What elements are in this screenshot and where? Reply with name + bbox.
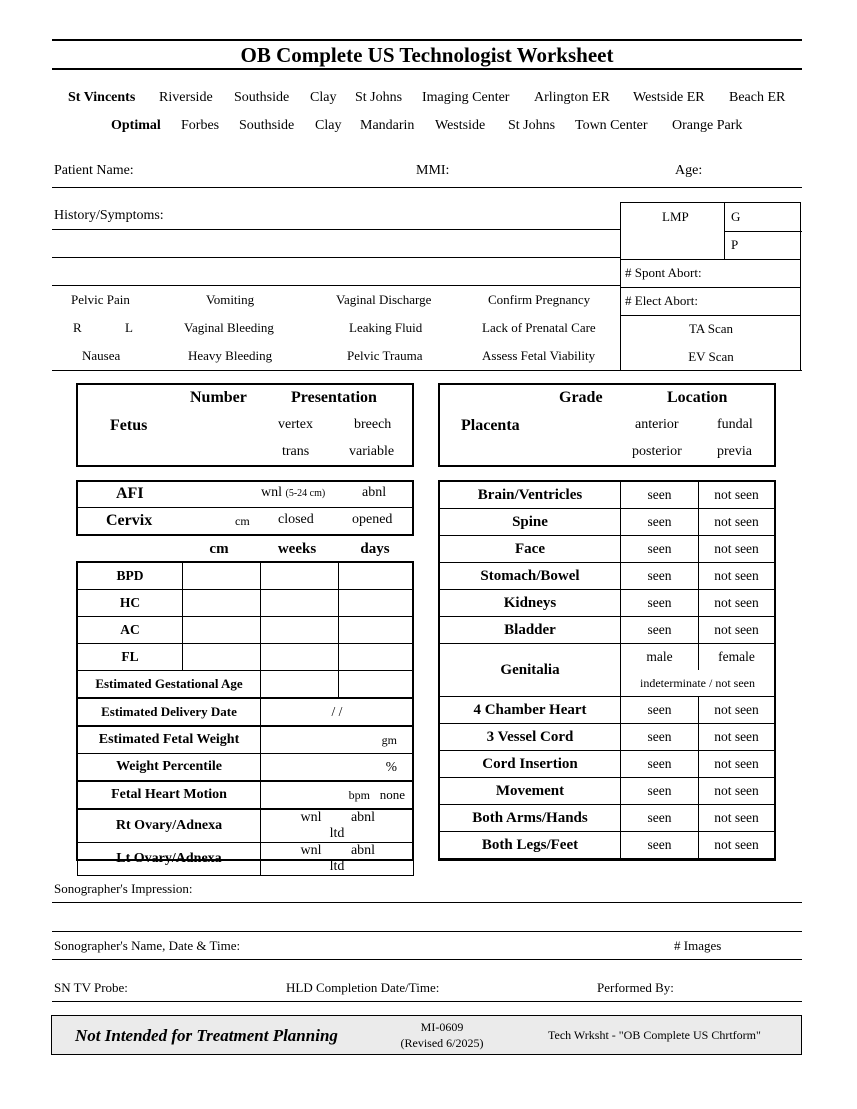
ega-label: Estimated Gestational Age <box>78 671 261 699</box>
genitalia-label: Genitalia <box>440 644 621 697</box>
not-seen-option[interactable]: not seen <box>699 697 775 724</box>
ega-days-cell[interactable] <box>339 671 414 699</box>
table-row <box>78 617 414 644</box>
placenta-option[interactable]: posterior <box>632 444 682 459</box>
page-title: OB Complete US Technologist Worksheet <box>240 43 614 67</box>
afi-wnl-text: wnl <box>261 485 282 500</box>
adnexa-option[interactable]: wnl <box>300 810 322 825</box>
adnexa-option[interactable]: abnl <box>350 810 376 825</box>
days-cell[interactable] <box>339 590 414 617</box>
afi-cervix-box <box>76 480 414 536</box>
row-label: FL <box>78 644 183 671</box>
days-cell[interactable] <box>339 644 414 671</box>
seen-option[interactable]: seen <box>621 536 699 563</box>
anatomy-label: Brain/Ventricles <box>440 482 621 509</box>
adnexa-option[interactable]: wnl <box>300 843 322 858</box>
anatomy-label: Both Legs/Feet <box>440 832 621 859</box>
fhm-none-option[interactable]: none <box>379 787 405 802</box>
ta-scan-option[interactable]: TA Scan <box>688 321 734 336</box>
symptom-option[interactable]: Confirm Pregnancy <box>488 292 591 307</box>
not-seen-option[interactable]: not seen <box>699 590 775 617</box>
location-header: Location <box>667 389 728 406</box>
placenta-option[interactable]: anterior <box>635 417 679 432</box>
tv-probe-label: SN TV Probe: <box>54 980 128 995</box>
performed-by-label: Performed By: <box>597 980 674 995</box>
not-seen-option[interactable]: not seen <box>699 805 775 832</box>
presentation-option[interactable]: variable <box>349 444 395 459</box>
table-row <box>440 617 775 644</box>
table-row <box>440 778 775 805</box>
placenta-option[interactable]: previa <box>717 444 752 459</box>
location-option[interactable]: Clay <box>310 90 337 105</box>
efw-label: Estimated Fetal Weight <box>78 726 261 754</box>
patient-rule <box>52 187 802 188</box>
indeterminate-option[interactable]: indeterminate / not seen <box>621 670 775 697</box>
edd-cell[interactable]: / / <box>261 698 414 726</box>
days-cell[interactable] <box>339 563 414 590</box>
afi-label: AFI <box>116 485 144 502</box>
wp-cell[interactable] <box>261 754 414 782</box>
weeks-cell[interactable] <box>261 644 339 671</box>
title-bottom-rule <box>52 68 802 70</box>
tech-worksheet-id: Tech Wrksht - "OB Complete US Chrtform" <box>548 1028 761 1042</box>
impression-line[interactable] <box>52 931 802 932</box>
rt-adnexa-label: Rt Ovary/Adnexa <box>78 809 261 843</box>
symptom-option[interactable]: Pelvic Pain <box>71 292 130 307</box>
footer-banner <box>51 1015 802 1055</box>
seen-option[interactable]: seen <box>621 590 699 617</box>
presentation-option[interactable]: vertex <box>278 417 313 432</box>
cm-header: cm <box>209 541 229 557</box>
table-row <box>78 563 414 590</box>
box-rule <box>621 287 801 288</box>
hld-label: HLD Completion Date/Time: <box>286 980 440 995</box>
days-header: days <box>360 541 390 557</box>
row-label: HC <box>78 590 183 617</box>
location-option[interactable]: Orange Park <box>672 118 743 133</box>
form-number: MI-0609 <box>420 1020 464 1034</box>
seen-option[interactable]: seen <box>621 778 699 805</box>
seen-option[interactable]: seen <box>621 482 699 509</box>
table-row <box>440 644 775 671</box>
seen-option[interactable]: seen <box>621 724 699 751</box>
anatomy-label: Stomach/Bowel <box>440 563 621 590</box>
history-bottom-line <box>52 370 802 371</box>
adnexa-option[interactable]: ltd <box>329 859 345 874</box>
weeks-cell[interactable] <box>261 617 339 644</box>
symptom-option[interactable]: Vaginal Bleeding <box>184 320 274 335</box>
anatomy-label: Cord Insertion <box>440 751 621 778</box>
location-option[interactable]: Westside ER <box>633 90 705 105</box>
fhm-unit: bpm <box>348 788 370 802</box>
anatomy-label: Movement <box>440 778 621 805</box>
number-header: Number <box>190 389 247 406</box>
seen-option[interactable]: seen <box>621 509 699 536</box>
symptom-option[interactable]: Assess Fetal Viability <box>482 348 596 363</box>
anatomy-label: Bladder <box>440 617 621 644</box>
afi-abnl-option[interactable]: abnl <box>362 485 387 500</box>
seen-option[interactable]: seen <box>621 617 699 644</box>
grade-header: Grade <box>559 389 603 406</box>
location-option[interactable]: Beach ER <box>729 90 786 105</box>
gravida-label: G <box>731 209 741 224</box>
box-rule <box>724 203 725 259</box>
symptom-option[interactable]: R <box>73 320 82 335</box>
history-line[interactable] <box>52 229 620 230</box>
probe-line[interactable] <box>52 1001 802 1002</box>
location-option[interactable]: Mandarin <box>360 118 415 133</box>
row-label: BPD <box>78 563 183 590</box>
images-label: # Images <box>674 938 722 953</box>
location-option[interactable]: Town Center <box>575 118 648 133</box>
table-row <box>440 590 775 617</box>
presentation-option[interactable]: trans <box>282 444 310 459</box>
anatomy-label: 4 Chamber Heart <box>440 697 621 724</box>
symptom-option[interactable]: Leaking Fluid <box>349 320 423 335</box>
location-option[interactable]: St Johns <box>508 118 556 133</box>
history-line[interactable] <box>52 257 620 258</box>
biometry-table <box>77 562 414 876</box>
female-option[interactable]: female <box>699 644 775 671</box>
seen-option[interactable]: seen <box>621 751 699 778</box>
location-option[interactable]: Southside <box>239 118 295 133</box>
fetus-box <box>76 383 414 467</box>
cm-cell[interactable] <box>183 644 261 671</box>
anatomy-label: Spine <box>440 509 621 536</box>
adnexa-option[interactable]: ltd <box>329 826 345 841</box>
location-option[interactable]: Forbes <box>181 118 220 133</box>
cervix-opened-option[interactable]: opened <box>352 512 393 527</box>
anatomy-label: Kidneys <box>440 590 621 617</box>
location-option[interactable]: Imaging Center <box>422 90 510 105</box>
lt-adnexa-cell <box>261 843 414 876</box>
fetus-label: Fetus <box>110 417 148 434</box>
symptom-option[interactable]: Vomiting <box>206 292 255 307</box>
not-seen-option[interactable]: not seen <box>699 563 775 590</box>
table-row <box>78 671 414 699</box>
anatomy-label: Both Arms/Hands <box>440 805 621 832</box>
edd-label: Estimated Delivery Date <box>78 698 261 726</box>
placenta-box <box>438 383 776 467</box>
location-option[interactable]: Riverside <box>159 90 213 105</box>
table-row <box>78 590 414 617</box>
not-seen-option[interactable]: not seen <box>699 482 775 509</box>
table-row <box>440 536 775 563</box>
not-seen-option[interactable]: not seen <box>699 832 775 859</box>
box-rule <box>621 259 801 260</box>
not-seen-option[interactable]: not seen <box>699 778 775 805</box>
lmp-label: LMP <box>662 209 689 224</box>
history-label: History/Symptoms: <box>54 208 164 223</box>
afi-range: (5-24 cm) <box>285 488 326 499</box>
weeks-cell[interactable] <box>261 563 339 590</box>
table-row <box>440 697 775 724</box>
name-line[interactable] <box>52 959 802 960</box>
ega-weeks-cell[interactable] <box>261 671 339 699</box>
fhm-label: Fetal Heart Motion <box>78 781 261 809</box>
location-option[interactable]: Westside <box>435 118 486 133</box>
box-rule <box>621 315 801 316</box>
male-option[interactable]: male <box>621 644 699 671</box>
symptom-option[interactable]: L <box>125 320 133 335</box>
table-row <box>78 754 414 782</box>
presentation-header: Presentation <box>291 389 377 406</box>
days-cell[interactable] <box>339 617 414 644</box>
table-row <box>78 781 414 809</box>
not-seen-option[interactable]: not seen <box>699 751 775 778</box>
placenta-option[interactable]: fundal <box>717 417 753 432</box>
table-row <box>78 644 414 671</box>
obstetric-history-box <box>620 202 801 370</box>
table-row <box>78 698 414 726</box>
age-label: Age: <box>675 163 703 178</box>
not-seen-option[interactable]: not seen <box>699 536 775 563</box>
location-option[interactable]: Arlington ER <box>534 90 610 105</box>
cervix-closed-option[interactable]: closed <box>278 512 314 527</box>
table-row <box>440 482 775 509</box>
table-row <box>78 809 414 843</box>
impression-label: Sonographer's Impression: <box>54 881 193 896</box>
weeks-header: weeks <box>277 541 317 557</box>
seen-option[interactable]: seen <box>621 805 699 832</box>
anatomy-box <box>438 480 776 861</box>
seen-option[interactable]: seen <box>621 697 699 724</box>
mmi-label: MMI: <box>416 163 450 178</box>
ev-scan-option[interactable]: EV Scan <box>688 349 734 364</box>
table-row <box>440 751 775 778</box>
cervix-label: Cervix <box>106 512 153 529</box>
symptom-option[interactable]: Lack of Prenatal Care <box>482 320 596 335</box>
cervix-unit: cm <box>235 514 250 528</box>
seen-option[interactable]: seen <box>621 563 699 590</box>
table-row <box>440 805 775 832</box>
cm-cell[interactable] <box>183 590 261 617</box>
afi-wnl-option[interactable] <box>261 485 325 501</box>
not-seen-option[interactable]: not seen <box>699 617 775 644</box>
not-seen-option[interactable]: not seen <box>699 724 775 751</box>
location-option[interactable]: St Johns <box>355 90 403 105</box>
row-label: AC <box>78 617 183 644</box>
location-option[interactable]: Clay <box>315 118 342 133</box>
wp-label: Weight Percentile <box>78 754 261 782</box>
table-row <box>440 509 775 536</box>
revision-date: (Revised 6/2025) <box>400 1036 484 1050</box>
symptom-option[interactable]: Heavy Bleeding <box>188 348 273 363</box>
impression-line[interactable] <box>52 902 802 903</box>
title-top-rule <box>52 39 802 41</box>
spont-abort-label: # Spont Abort: <box>625 265 702 280</box>
sonographer-name-label: Sonographer's Name, Date & Time: <box>54 938 241 953</box>
rt-adnexa-cell <box>261 809 414 843</box>
cm-cell[interactable] <box>183 563 261 590</box>
symptom-option[interactable]: Nausea <box>82 348 121 363</box>
efw-cell[interactable] <box>261 726 414 754</box>
placenta-label: Placenta <box>461 417 520 434</box>
anatomy-label: Face <box>440 536 621 563</box>
box-rule <box>78 507 412 508</box>
table-row <box>440 563 775 590</box>
location-group-label: Optimal <box>111 118 161 133</box>
seen-option[interactable]: seen <box>621 832 699 859</box>
location-group-label: St Vincents <box>68 90 136 105</box>
lt-adnexa-label: Lt Ovary/Adnexa <box>78 843 261 876</box>
adnexa-option[interactable]: abnl <box>350 843 376 858</box>
table-row <box>440 832 775 859</box>
table-row <box>78 843 414 876</box>
history-line <box>52 285 620 286</box>
cm-cell[interactable] <box>183 617 261 644</box>
table-row <box>440 724 775 751</box>
symptom-option[interactable]: Vaginal Discharge <box>336 292 432 307</box>
location-option[interactable]: Southside <box>234 90 290 105</box>
not-seen-option[interactable]: not seen <box>699 509 775 536</box>
symptom-option[interactable]: Pelvic Trauma <box>347 348 423 363</box>
not-intended-notice: Not Intended for Treatment Planning <box>75 1026 338 1045</box>
elect-abort-label: # Elect Abort: <box>625 293 698 308</box>
box-rule <box>724 231 802 232</box>
biometry-box <box>76 561 414 874</box>
presentation-option[interactable]: breech <box>354 417 392 432</box>
fhm-cell[interactable] <box>261 781 414 809</box>
weeks-cell[interactable] <box>261 590 339 617</box>
anatomy-label: 3 Vessel Cord <box>440 724 621 751</box>
efw-unit: gm <box>381 732 397 747</box>
wp-unit: % <box>385 759 397 774</box>
anatomy-table <box>439 481 775 859</box>
patient-name-label: Patient Name: <box>54 163 134 178</box>
table-row <box>78 726 414 754</box>
para-label: P <box>731 237 739 252</box>
